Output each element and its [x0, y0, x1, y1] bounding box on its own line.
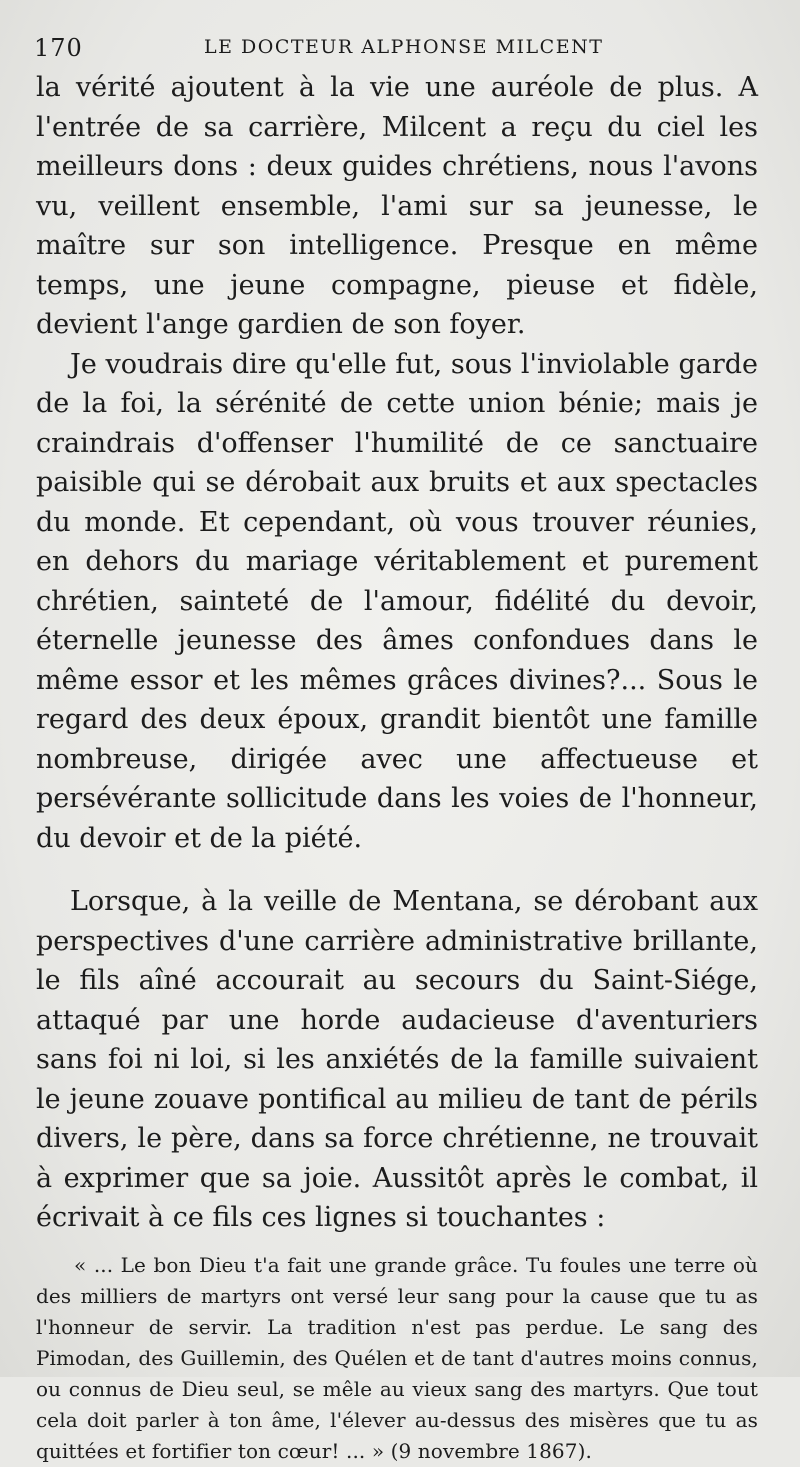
paragraph-2: Je voudrais dire qu'elle fut, sous l'inviolable garde de la foi, la sérénité de cette union bénie; mais je craindrais d'offenser l'humilité de ce sanctuaire paisible qui se dérobait aux bruits et aux spectacles du monde. Et cependant, où vous trouver réunies, en dehors du mariage véritablement et purement chrétien, sainteté de l'amour, fidélité du devoir, éternelle jeunesse des âmes confondues dans le même essor et les mêmes grâces divines?... Sous le regard des deux époux, grandit bientôt une famille nombreuse, dirigée avec une affectueuse et persévérante sollicitude dans les voies de l'honneur, du devoir et de la piété. [36, 348, 758, 854]
paragraph-spacer [36, 858, 758, 882]
page-header [34, 30, 754, 64]
page-number: 170 [34, 34, 83, 62]
paragraph-1: la vérité ajoutent à la vie une auréole de plus. A l'entrée de sa carrière, Milcent a reçu du ciel les meilleurs dons : deux guides chrétiens, nous l'avons vu, veillent ensemble, l'ami sur sa jeunesse, le maître sur son intelligence. Presque en même temps, une jeune compagne, pieuse et fidèle, devient l'ange gardien de son foyer. [36, 72, 758, 340]
letter-quotation: « ... Le bon Dieu t'a fait une grande grâce. Tu foules une terre où des milliers de martyrs ont versé leur sang pour la cause que tu as l'honneur de servir. La tradition n'est pas perdue. Le sang des Pimodan, des Guillemin, des Quélen et de tant d'autres moins connus, ou connus de Dieu seul, se mêle au vieux sang des martyrs. Que tout cela doit parler à ton âme, l'élever au-dessus des misères que tu as quittées et fortifier ton cœur! ... » (9 novembre 1867). [36, 1252, 758, 1463]
body-text [36, 68, 758, 1467]
running-head: LE DOCTEUR ALPHONSE MILCENT [204, 36, 604, 58]
paragraph-3: Lorsque, à la veille de Mentana, se dérobant aux perspectives d'une carrière administrative brillante, le fils aîné accourait au secours du Saint-Siége, attaqué par une horde audacieuse d'aventuriers sans foi ni loi, si les anxiétés de la famille suivaient le jeune zouave pontifical au milieu de tant de périls divers, le père, dans sa force chrétienne, ne trouvait à exprimer que sa joie. Aussitôt après le combat, il écrivait à ce fils ces lignes si touchantes : [36, 886, 758, 1233]
